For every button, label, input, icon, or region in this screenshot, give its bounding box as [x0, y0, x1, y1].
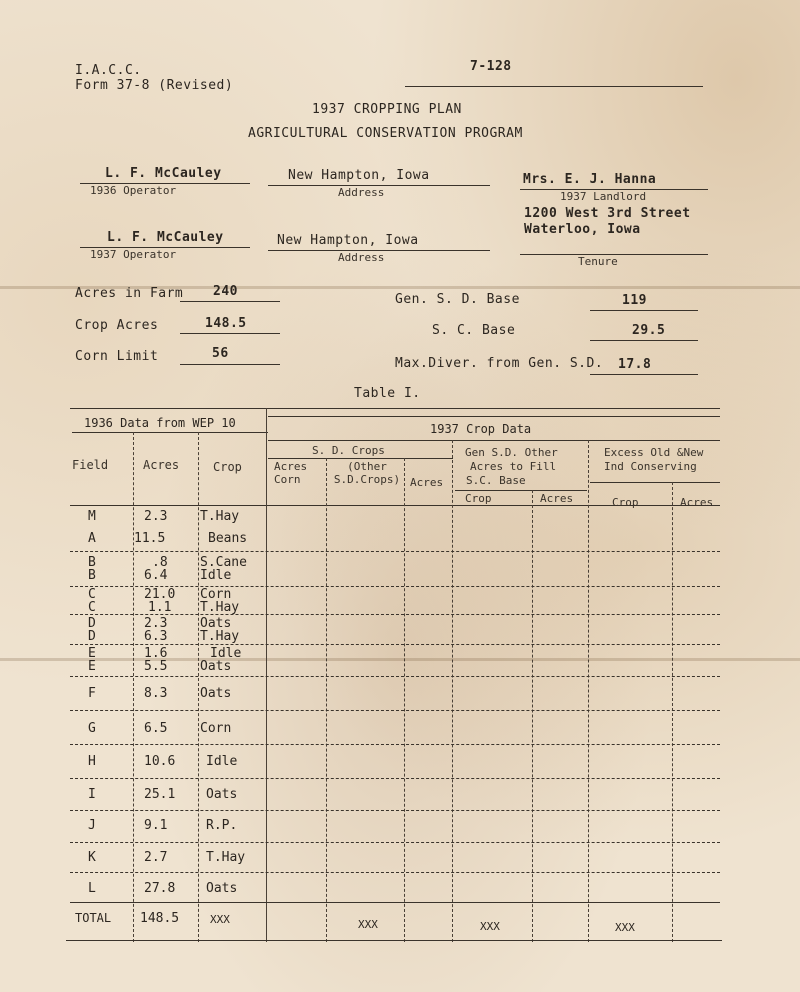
underline	[590, 374, 698, 375]
paper-fold	[0, 658, 800, 661]
row-rule	[70, 676, 720, 677]
header-acres-corn: Acres Corn	[274, 460, 308, 486]
header-sub-acres-2: Acres	[680, 496, 714, 509]
underline	[590, 340, 698, 341]
operator-1937-caption: 1937 Operator	[90, 248, 177, 261]
row-field: G	[88, 721, 96, 736]
table-rule	[198, 432, 199, 942]
gen-sd-base-value: 119	[622, 293, 647, 308]
landlord-name: Mrs. E. J. Hanna	[523, 172, 657, 187]
corn-limit-value: 56	[212, 346, 229, 361]
total-col-a: XXX	[358, 918, 378, 931]
total-crop: XXX	[210, 913, 230, 926]
header-crop: Crop	[213, 460, 242, 474]
table-rule	[266, 408, 267, 942]
row-rule	[66, 940, 722, 941]
operator-1936-caption: 1936 Operator	[90, 184, 177, 197]
landlord-address-2: Waterloo, Iowa	[524, 222, 641, 237]
row-crop: S.Cane	[200, 555, 247, 570]
row-acres: 1.6	[144, 646, 168, 661]
address-1937-caption: Address	[338, 251, 385, 264]
row-field: M	[88, 509, 96, 524]
table-rule	[455, 490, 587, 491]
row-field: J	[88, 818, 96, 833]
tenure-caption: Tenure	[578, 255, 618, 268]
max-diver-label: Max.Diver. from Gen. S.D.	[395, 356, 604, 371]
underline	[180, 333, 280, 334]
group-1936-header: 1936 Data from WEP 10	[84, 416, 236, 430]
gen-sd-base-label: Gen. S. D. Base	[395, 292, 520, 307]
row-field: H	[88, 754, 96, 769]
header-acres: Acres	[143, 458, 180, 472]
row-acres: 27.8	[144, 881, 176, 896]
row-rule	[70, 872, 720, 873]
header-excess-2: Ind Conserving	[604, 460, 697, 473]
row-acres: 10.6	[144, 754, 176, 769]
max-diver-value: 17.8	[618, 357, 652, 372]
header-sd-crops: S. D. Crops	[312, 444, 385, 457]
row-crop: T.Hay	[200, 600, 240, 615]
table-rule	[588, 440, 589, 942]
header-sub-acres-1: Acres	[540, 492, 574, 505]
landlord-address-1: 1200 West 3rd Street	[524, 206, 691, 221]
table-rule	[268, 416, 720, 417]
header-sub-crop-2: Crop	[612, 496, 639, 509]
total-col-c: XXX	[615, 921, 635, 934]
row-field: C	[88, 600, 96, 615]
row-acres: 6.4	[144, 568, 168, 583]
header-other-3: S.C. Base	[466, 474, 526, 487]
row-field: C	[88, 587, 96, 602]
row-crop: Corn	[200, 721, 232, 736]
total-col-b: XXX	[480, 920, 500, 933]
sc-base-value: 29.5	[632, 323, 666, 338]
table-rule	[590, 482, 720, 483]
row-acres: 6.3	[144, 629, 168, 644]
underline	[180, 364, 280, 365]
table-rule	[268, 440, 720, 441]
header-other-2: Acres to Fill	[470, 460, 557, 473]
underline	[180, 301, 280, 302]
row-crop: Idle	[210, 646, 242, 661]
doc-number-underline	[405, 86, 703, 87]
row-crop: Beans	[208, 531, 248, 546]
row-field: B	[88, 568, 96, 583]
row-rule	[70, 842, 720, 843]
row-rule	[70, 902, 720, 903]
address-1936-caption: Address	[338, 186, 385, 199]
row-rule	[70, 551, 720, 552]
row-crop: Oats	[200, 659, 232, 674]
header-other-sd-crops: (Other S.D.Crops)	[333, 460, 401, 486]
operator-1937-name: L. F. McCauley	[107, 230, 224, 245]
row-rule	[70, 744, 720, 745]
row-acres: .8	[152, 555, 168, 570]
row-acres: 2.3	[144, 616, 168, 631]
row-rule	[70, 644, 720, 645]
row-crop: R.P.	[206, 818, 238, 833]
table-rule	[404, 458, 405, 942]
row-rule	[70, 810, 720, 811]
row-field: D	[88, 629, 96, 644]
address-1937: New Hampton, Iowa	[277, 233, 419, 248]
crop-acres-label: Crop Acres	[75, 318, 159, 333]
row-crop: Oats	[206, 787, 238, 802]
table-rule	[326, 458, 327, 942]
row-crop: Idle	[200, 568, 232, 583]
row-crop: Oats	[200, 616, 232, 631]
row-acres: 11.5	[134, 531, 166, 546]
row-acres: 9.1	[144, 818, 168, 833]
row-acres: 2.3	[144, 509, 168, 524]
row-field: I	[88, 787, 96, 802]
header-sub-crop-1: Crop	[465, 492, 492, 505]
header-excess-1: Excess Old &New	[604, 446, 704, 459]
address-1936: New Hampton, Iowa	[288, 168, 430, 183]
row-acres: 1.1	[148, 600, 172, 615]
form-id: I.A.C.C.	[75, 63, 142, 78]
row-field: L	[88, 881, 96, 896]
row-crop: Idle	[206, 754, 238, 769]
row-field: D	[88, 616, 96, 631]
table-rule	[72, 432, 268, 433]
table-rule	[532, 490, 533, 942]
row-rule	[70, 710, 720, 711]
row-acres: 5.5	[144, 659, 168, 674]
table-rule	[70, 408, 720, 409]
row-acres: 2.7	[144, 850, 168, 865]
total-label: TOTAL	[75, 911, 112, 925]
row-field: F	[88, 686, 96, 701]
title-line-2: AGRICULTURAL CONSERVATION PROGRAM	[248, 126, 523, 141]
row-crop: T.Hay	[200, 629, 240, 644]
operator-1936-name: L. F. McCauley	[105, 166, 222, 181]
form-number: Form 37-8 (Revised)	[75, 78, 234, 93]
group-1937-header: 1937 Crop Data	[430, 422, 532, 436]
row-rule	[70, 778, 720, 779]
document-number: 7-128	[470, 59, 512, 74]
row-acres: 8.3	[144, 686, 168, 701]
header-field: Field	[72, 458, 109, 472]
header-acres-col: Acres	[410, 476, 444, 489]
landlord-caption: 1937 Landlord	[560, 190, 647, 203]
row-field: E	[88, 646, 96, 661]
crop-acres-value: 148.5	[205, 316, 247, 331]
table-rule	[268, 458, 453, 459]
row-crop: T.Hay	[200, 509, 240, 524]
row-crop: T.Hay	[206, 850, 246, 865]
row-acres: 6.5	[144, 721, 168, 736]
title-line-1: 1937 CROPPING PLAN	[312, 102, 462, 117]
corn-limit-label: Corn Limit	[75, 349, 159, 364]
total-acres: 148.5	[140, 911, 180, 926]
table-rule	[133, 432, 134, 942]
acres-in-farm-label: Acres in Farm	[75, 286, 184, 301]
underline	[590, 310, 698, 311]
row-field: K	[88, 850, 96, 865]
row-field: E	[88, 659, 96, 674]
row-field: A	[88, 531, 96, 546]
row-crop: Oats	[206, 881, 238, 896]
row-field: B	[88, 555, 96, 570]
table-title: Table I.	[354, 386, 421, 401]
row-crop: Oats	[200, 686, 232, 701]
table-rule	[452, 440, 453, 942]
sc-base-label: S. C. Base	[432, 323, 516, 338]
header-other-1: Gen S.D. Other	[465, 446, 558, 459]
row-crop: Corn	[200, 587, 232, 602]
row-acres: 25.1	[144, 787, 176, 802]
acres-in-farm-value: 240	[213, 284, 238, 299]
row-acres: 21.0	[144, 587, 176, 602]
